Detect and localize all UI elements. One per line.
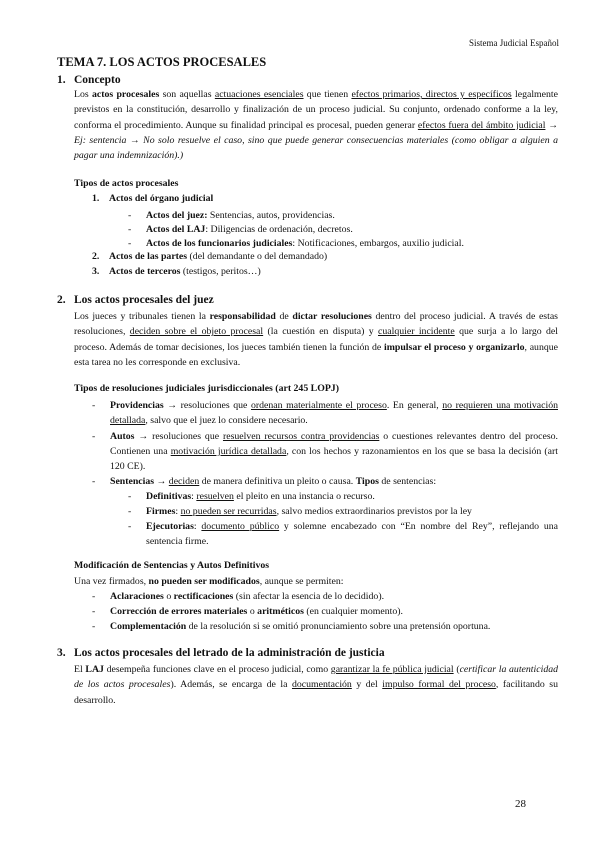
section-1-title: Concepto	[74, 74, 121, 86]
section-2-paragraph: Los jueces y tribunales tienen la responsabilidad de dictar resoluciones dentro del proceso judicial. A través de estas resoluciones, deciden sobre el objeto procesal (la cuestión en disputa) y cualquier incidente que surja a lo largo del proceso. Además de tomar decisiones, los jueces también tienen la función de impulsar el proceso y organizarlo, aunque esta tarea no les corresponde en exclusiva.	[74, 311, 558, 368]
correccion-item: - Corrección de errores materiales o aritméticos (en cualquier momento).	[92, 606, 403, 617]
organ-act-item: - Actos de los funcionarios judiciales: Notificaciones, embargos, auxilio judicial.	[128, 238, 464, 249]
section-2-title: Los actos procesales del juez	[74, 294, 214, 306]
types-list-item: 1. Actos del órgano judicial	[92, 193, 214, 204]
firmes-item: - Firmes: no pueden ser recurridas, salvo medios extraordinarios previstos por la ley	[128, 506, 472, 517]
modification-intro: Una vez firmados, no pueden ser modificados, aunque se permiten:	[74, 576, 344, 587]
types-list-item: 3. Actos de terceros (testigos, peritos…)	[92, 266, 261, 277]
organ-act-item: - Actos del LAJ: Diligencias de ordenación, decretos.	[128, 224, 353, 235]
definitivas-item: - Definitivas: resuelven el pleito en una instancia o recurso.	[128, 491, 375, 502]
section-1-heading	[57, 74, 121, 86]
organ-act-item: - Actos del juez: Sentencias, autos, providencias.	[128, 210, 335, 221]
resolution-types-title: Tipos de resoluciones judiciales jurisdiccionales (art 245 LOPJ)	[74, 383, 339, 394]
section-3-title: Los actos procesales del letrado de la administración de justicia	[74, 647, 385, 659]
section-3-number: 3.	[57, 647, 66, 659]
section-1-number: 1.	[57, 74, 66, 86]
running-header: Sistema Judicial Español	[469, 38, 559, 48]
types-list-item: 2. Actos de las partes (del demandante o del demandado)	[92, 251, 328, 262]
sentencias-item: - Sentencias → deciden de manera definitiva un pleito o causa. Tipos de sentencias:	[92, 476, 437, 487]
ejecutorias-item: - Ejecutorias: documento público y solemne encabezado con “En nombre del Rey”, reflejando una sentencia firme.	[128, 521, 558, 548]
providencias-item: - Providencias → resoluciones que ordenan materialmente el proceso. En general, no requieren una motivación detallada, salvo que el juez lo considere necesario.	[92, 400, 558, 427]
section-2-heading	[57, 294, 214, 306]
section-2-number: 2.	[57, 294, 66, 306]
page-number: 28	[515, 798, 526, 810]
page-title: TEMA 7. LOS ACTOS PROCESALES	[57, 55, 267, 69]
section-1-paragraph: Los actos procesales son aquellas actuaciones esenciales que tienen efectos primarios, directos y específicos legalmente previstos en la constitución, desarrollo y finalización de un proceso judicial. Su conjunto, ordenado conforme a la ley, conforma el procedimiento. Aunque su finalidad principal es procesal, pueden generar efectos fuera del ámbito judicial → Ej: sentencia → No solo resuelve el caso, sino que puede generar consecuencias materiales (como obligar a alguien a pagar una indemnización).)	[74, 89, 559, 162]
complementacion-item: - Complementación de la resolución si se omitió pronunciamiento sobre una pretensión oportuna.	[92, 621, 491, 632]
aclaraciones-item: - Aclaraciones o rectificaciones (sin afectar la esencia de lo decidido).	[92, 591, 385, 602]
modification-title: Modificación de Sentencias y Autos Definitivos	[74, 560, 270, 571]
section-3-heading	[57, 647, 385, 659]
autos-item: - Autos → resoluciones que resuelven recursos contra providencias o cuestiones relevantes dentro del proceso. Contienen una motivación jurídica detallada, con los hechos y razonamientos en los que se basa la decisión (art 120 CE).	[92, 431, 558, 473]
section-3-paragraph: El LAJ desempeña funciones clave en el proceso judicial, como garantizar la fe pública judicial (certificar la autenticidad de los actos procesales). Además, se encarga de la documentación y del impulso formal del proceso, facilitando su desarrollo.	[74, 664, 559, 706]
types-of-acts-title: Tipos de actos procesales	[74, 178, 179, 189]
